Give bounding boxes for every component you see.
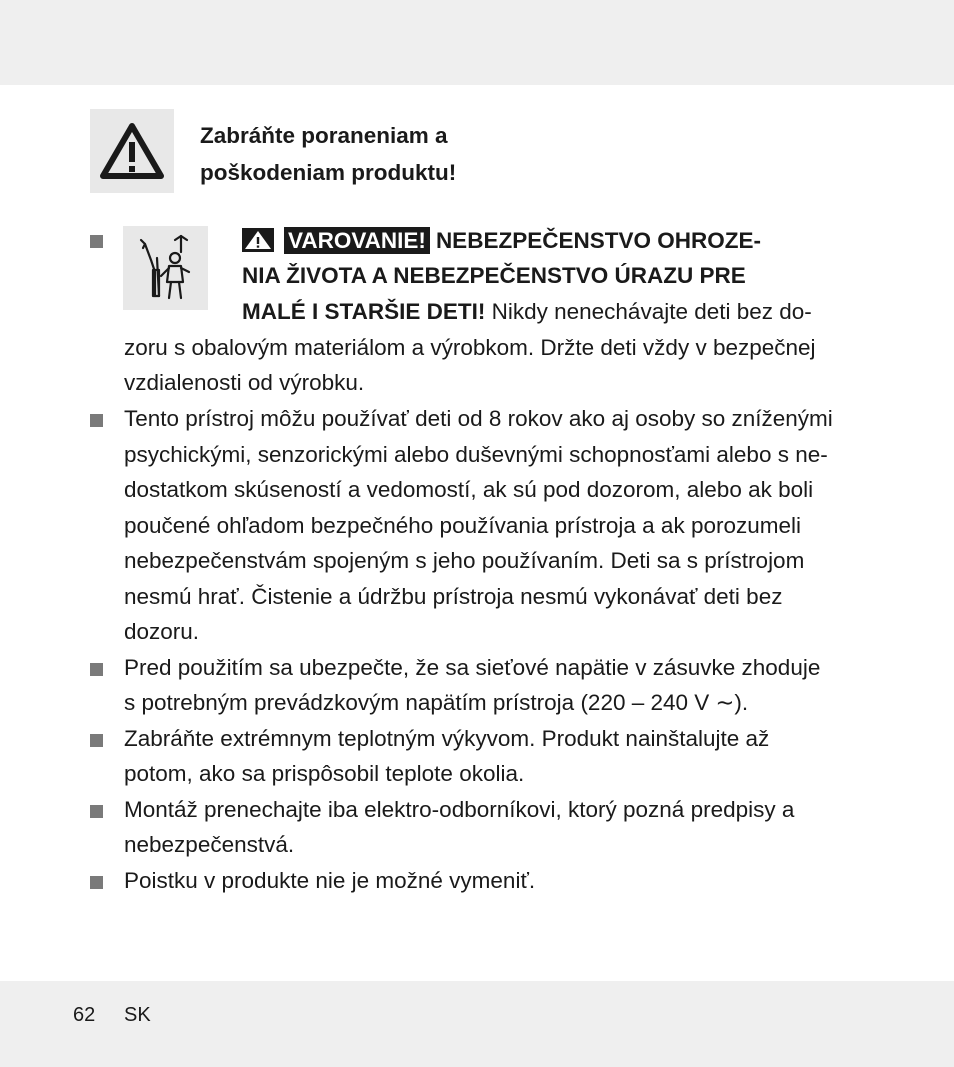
bullet [90,663,103,676]
warning-bold-1: NEBEZPEČENSTVO OHROZE- [435,228,761,253]
heading-line-2: poškodeniam produktu! [200,160,457,185]
top-band [0,0,954,85]
list-item-1-line-3: dostatkom skúseností a vedomostí, ak sú pod dozorom, alebo ak boli [124,477,814,502]
list-item-1-line-2: psychickými, senzorickými alebo duševnými schopnosťami alebo s ne- [124,442,828,467]
warning-line-5: vzdialenosti od výrobku. [124,370,365,395]
page-number: 62 [73,1004,96,1026]
list-item-4-line-1: Montáž prenechajte iba elektro-odborníkovi, ktorý pozná predpisy a [124,797,795,822]
list-item-5-line-1: Poistku v produkte nie je možné vymeniť. [124,868,536,893]
list-item-1-line-7: dozoru. [124,619,200,644]
warning-text-3: Nikdy nenechávajte deti bez do- [485,299,812,324]
list-item-1-line-5: nebezpečenstvám spojeným s jeho používaním. Deti sa s prístrojom [124,548,805,573]
warning-triangle-icon [90,109,174,193]
warning-line-1 [242,223,761,263]
list-item-2-line-2: s potrebným prevádzkovým napätím prístroja (220 – 240 V ∼). [124,690,749,715]
warning-bold-3: MALÉ I STARŠIE DETI! [242,299,486,324]
list-item-4-line-2: nebezpečenstvá. [124,832,295,857]
bullet [90,414,103,427]
warning-line-4: zoru s obalovým materiálom a výrobkom. Držte deti vždy v bezpečnej [124,335,816,360]
child-hazard-icon [123,226,208,310]
bullet [90,876,103,889]
list-item-3-line-2: potom, ako sa prispôsobil teplote okolia. [124,761,525,786]
warning-line-3 [242,294,812,330]
heading-line-1: Zabráňte poraneniam a [200,123,448,148]
page-language: SK [124,1004,151,1026]
list-item-1-line-1: Tento prístroj môžu používať deti od 8 rokov ako aj osoby so zníženými [124,406,833,431]
bullet [90,805,103,818]
bullet [90,734,103,747]
bullet [90,235,103,248]
list-item-1-line-4: poučené ohľadom bezpečného používania prístroja a ak porozumeli [124,513,801,538]
section-heading [200,117,620,191]
warning-line-2: NIA ŽIVOTA A NEBEZPEČENSTVO ÚRAZU PRE [242,263,746,288]
varovanie-badge: VAROVANIE! [284,227,430,254]
list-item-1-line-6: nesmú hrať. Čistenie a údržbu prístroja nesmú vykonávať deti bez [124,584,783,609]
list-item-3-line-1: Zabráňte extrémnym teplotným výkyvom. Produkt nainštalujte až [124,726,770,751]
list-item-2-line-1: Pred použitím sa ubezpečte, že sa sieťové napätie v zásuvke zhoduje [124,655,821,680]
